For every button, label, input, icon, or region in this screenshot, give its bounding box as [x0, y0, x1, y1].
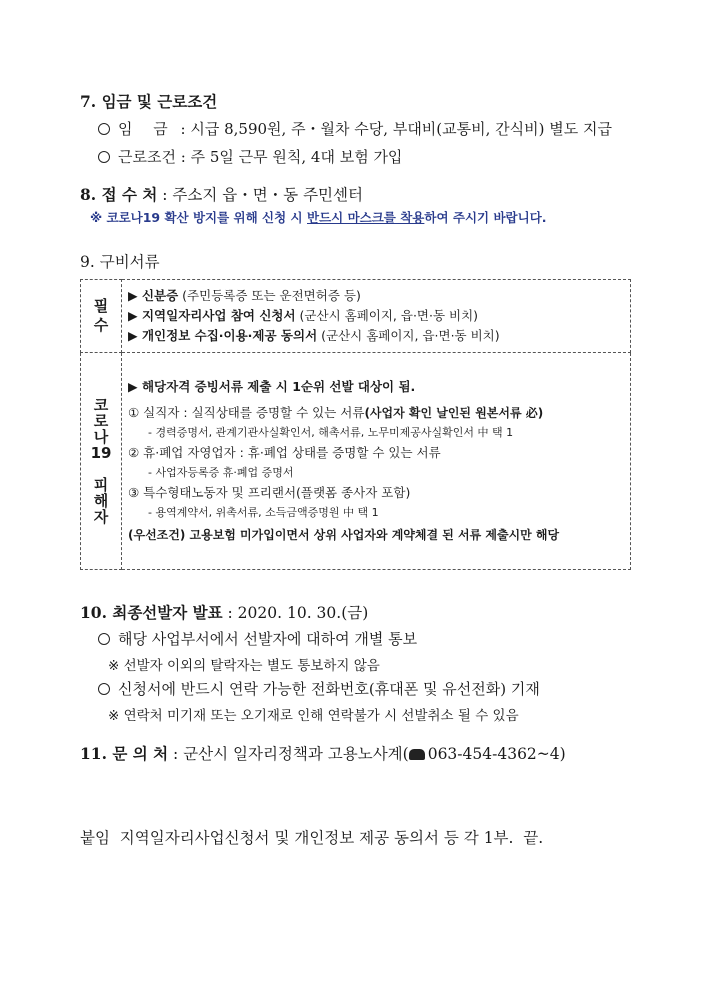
section-11-line: [80, 742, 566, 764]
conditions-text: : 주 5일 근무 원칙, 4대 보험 가입: [180, 148, 403, 166]
section-10-title: 10. 최종선발자 발표: [80, 603, 223, 622]
documents-table: [80, 279, 631, 570]
wage-text: : 시급 8,590원, 주・월차 수당, 부대비(교통비, 간식비) 별도 지급: [180, 120, 612, 138]
required-label: 필 수: [81, 280, 122, 353]
notice-item-2: 신청서에 반드시 연락 가능한 전화번호(휴대폰 및 유선전화) 기재: [98, 678, 540, 699]
mask-notice: [90, 208, 547, 226]
bullet-circle-icon: [98, 123, 110, 135]
required-doc-item: ▶ 개인정보 수집·이용·제공 동의서 (군산시 홈페이지, 읍·면·동 비치): [128, 328, 500, 343]
section-8-text: : 주소지 읍・면・동 주민센터: [162, 186, 363, 204]
section-8-line: [80, 183, 363, 205]
conditions-line: [98, 146, 402, 167]
section-9-title: 9. 구비서류: [80, 253, 160, 271]
bullet-circle-icon: [98, 683, 110, 695]
covid-item-2-docs: - 사업자등록증 휴·폐업 증명서: [148, 466, 294, 479]
required-doc-item: ▶ 지역일자리사업 참여 신청서 (군산시 홈페이지, 읍·면·동 비치): [128, 308, 479, 323]
inquiry-text: : 군산시 일자리정책과 고용노사계(: [173, 745, 409, 763]
covid-row: [81, 353, 631, 570]
notice-note-2: ※ 연락처 미기재 또는 오기재로 인해 연락불가 시 선발취소 될 수 있음: [108, 708, 519, 724]
covid-item-1: ① 실직자 : 실직상태를 증명할 수 있는 서류(사업자 확인 날인된 원본서류 必): [128, 405, 544, 420]
covid-docs: [122, 353, 631, 570]
section-11-title: 11. 문 의 처: [80, 744, 169, 763]
covid-label: 코 로 나 19 피 해 자: [81, 353, 122, 570]
announcement-date: : 2020. 10. 30.(금): [227, 604, 369, 622]
inquiry-phone: 063-454-4362~4): [427, 745, 566, 763]
wage-label: 임 금: [118, 120, 176, 138]
covid-heading: ▶ 해당자격 증빙서류 제출 시 1순위 선발 대상이 됨.: [128, 379, 416, 394]
mask-notice-underlined: 반드시 마스크를 착용: [307, 210, 425, 225]
covid-item-2: ② 휴·폐업 자영업자 : 휴·폐업 상태를 증명할 수 있는 서류: [128, 445, 441, 460]
mask-notice-pre: ※ 코로나19 확산 방지를 위해 신청 시: [90, 210, 307, 225]
section-8-title: 8. 접 수 처: [80, 185, 158, 204]
required-row: [81, 280, 631, 353]
covid-item-3-docs: - 용역계약서, 위촉서류, 소득금액증명원 中 택 1: [148, 506, 379, 519]
mask-notice-post: 하여 주시기 바랍니다.: [424, 210, 547, 225]
attachment-line: 붙임 지역일자리사업신청서 및 개인정보 제공 동의서 등 각 1부. 끝.: [80, 829, 544, 847]
required-doc-item: ▶ 신분증 (주민등록증 또는 운전면허증 등): [128, 288, 361, 303]
notice-note-1: ※ 선발자 이외의 탈락자는 별도 통보하지 않음: [108, 658, 380, 674]
section-7-title: 7. 임금 및 근로조건: [80, 92, 218, 111]
section-10-line: [80, 601, 368, 623]
conditions-label: 근로조건: [118, 148, 176, 166]
wage-line: [98, 118, 612, 139]
required-docs: [122, 280, 631, 353]
covid-item-3: ③ 특수형태노동자 및 프리랜서(플랫폼 종사자 포함): [128, 485, 411, 500]
priority-condition: (우선조건) 고용보험 미가입이면서 상위 사업자와 계약체결 된 서류 제출시만 해당: [128, 528, 560, 542]
covid-item-1-docs: - 경력증명서, 관계기관사실확인서, 해촉서류, 노무미제공사실확인서 中 택 1: [148, 426, 514, 439]
bullet-circle-icon: [98, 151, 110, 163]
phone-icon: [409, 749, 425, 760]
bullet-circle-icon: [98, 633, 110, 645]
notice-item-1: 해당 사업부서에서 선발자에 대하여 개별 통보: [98, 628, 417, 649]
